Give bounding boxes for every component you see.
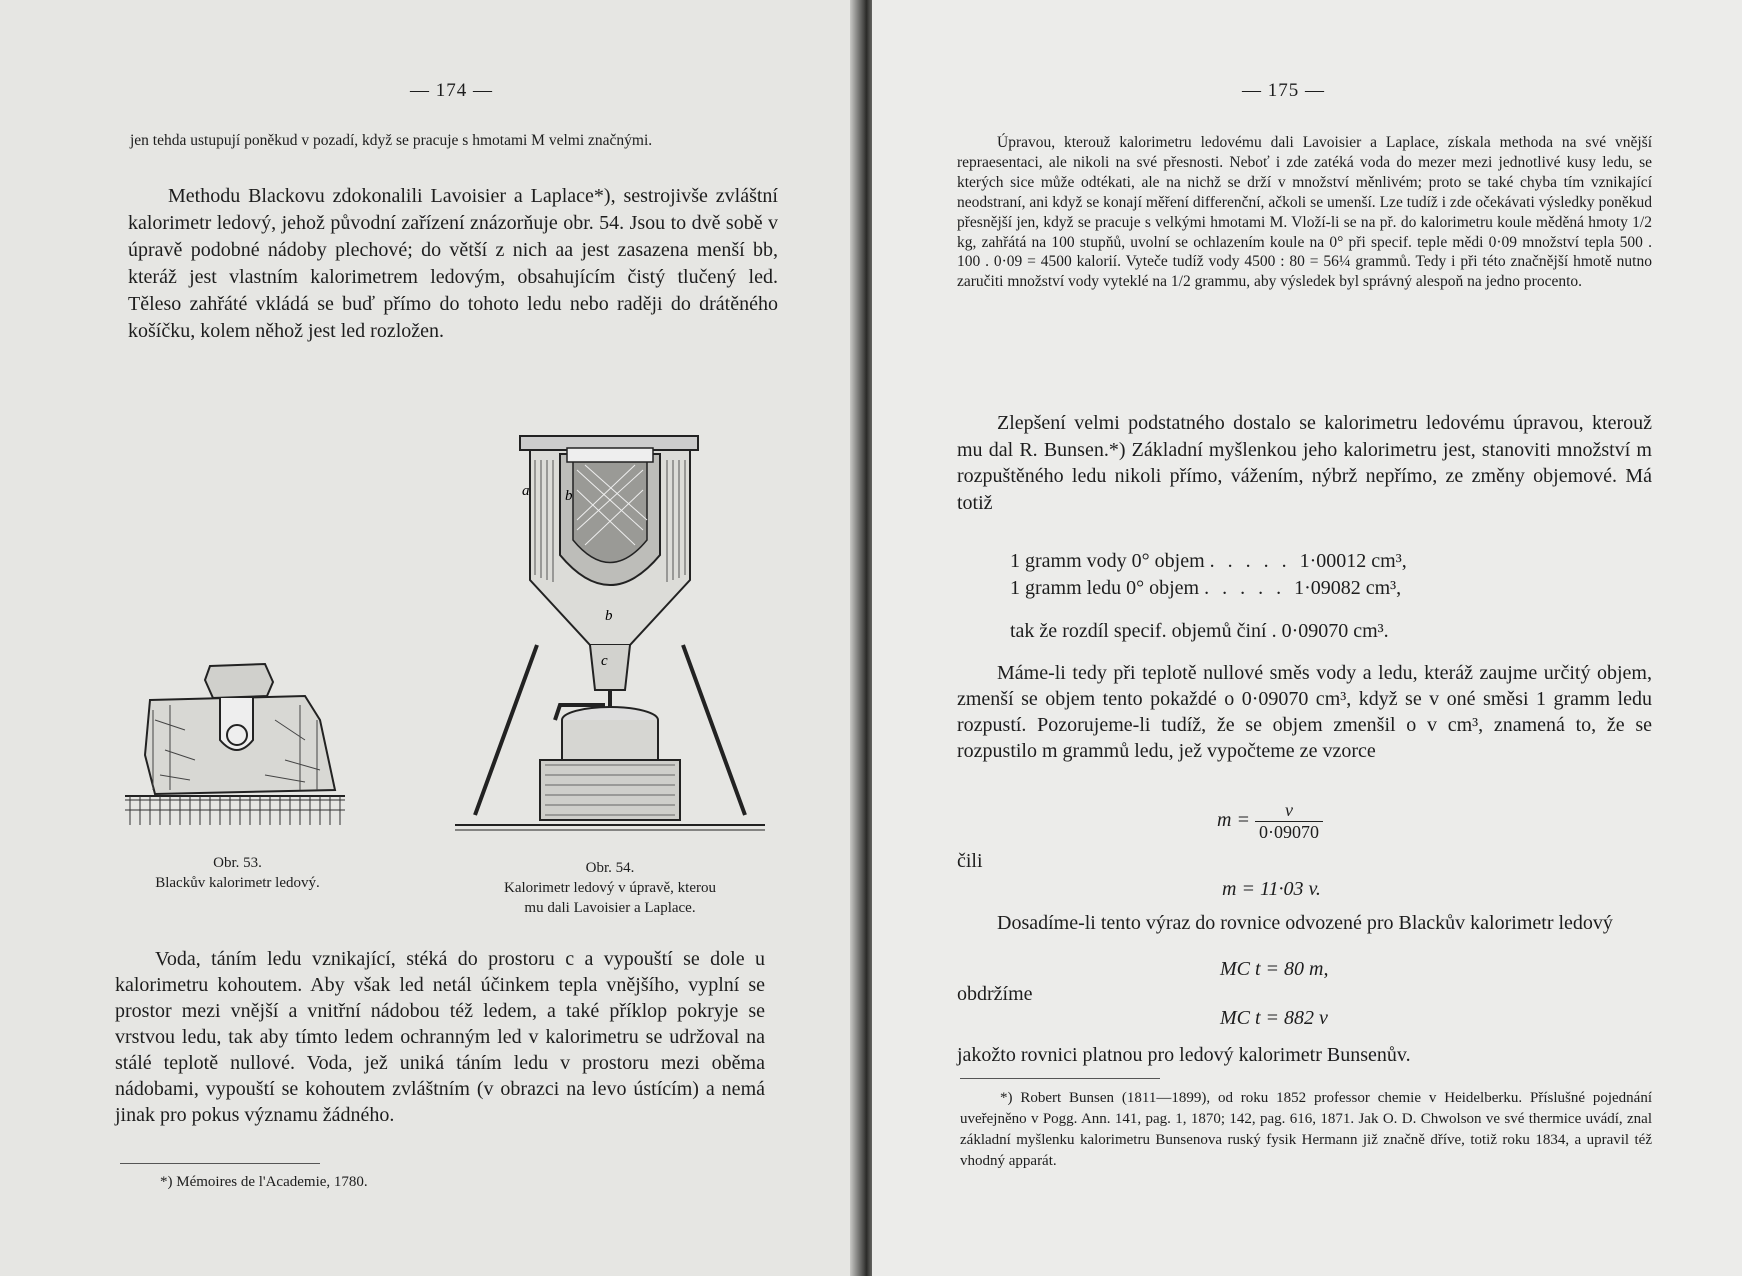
equation-fraction bbox=[1255, 800, 1323, 843]
figure-54-caption-line2: mu dali Lavoisier a Laplace. bbox=[524, 900, 696, 916]
equation-numerator: v bbox=[1255, 800, 1323, 822]
volume-row-water: 1 gramm vody 0° objem . . . . . 1·00012 cm³, bbox=[1010, 550, 1407, 572]
figure-53-label: Obr. 53. bbox=[213, 855, 262, 871]
equation-mct-80m: MC t = 80 m, bbox=[1220, 958, 1329, 980]
equation-mct-882v: MC t = 882 v bbox=[1220, 1007, 1328, 1029]
equation-m-value: m = 11·03 v. bbox=[1222, 878, 1321, 900]
footnote-rule-right bbox=[960, 1078, 1160, 1079]
equation-m-lhs: m = bbox=[1217, 809, 1250, 832]
obdrzime-word: obdržíme bbox=[957, 983, 1033, 1005]
mixture-paragraph: Máme-li tedy při teplotě nullové směs vody a ledu, kteráž zaujme určitý objem, zmenší se objem tento pokaždé o 0·09070 cm³, když se v oné směsi 1 gramm ledu rozpustí. Pozorujeme-li tudíž, že se objem zmenšil o v cm³, znamená to, že se rozpustilo m grammů ledu, jež vypočteme ze vzorce bbox=[957, 662, 1652, 762]
figure-54-letter-b: b bbox=[565, 488, 573, 504]
lavoisier-paragraph: Methodu Blackovu zdokonalili Lavoisier a Laplace*), sestrojivše zvláštní kalorimetr ledový, jehož původní zařízení znázorňuje obr. 54. Jsou to dvě sobě v úpravě podobné nádoby plechové; do větší z nich aa jest zasazena menší bb, kteráž jest vlastním kalorimetrem ledovým, obsahujícím čistý tlučený led. Těleso zahřáté vkládá se buď přímo do tohoto ledu nebo raději do drátěného košíčku, kolem něhož jest led rozložen. bbox=[128, 185, 778, 342]
precision-paragraph: Úpravou, kterouž kalorimetru ledovému dali Lavoisier a Laplace, získala methoda na své vnější repraesentaci, ale nikoli na své přesnosti. Neboť i zde zatéká voda do mezer mezi jednotlivé kusy ledu, se kterých sice může odtékati, ale na nichž se drží v množství měnlivém; proto se také chyba tím vznikající neodstraní, ani když se konají měření differenční, ačkoli se umenší. Lze tudíž i zde očekávati výsledky poněkud přesnější jen, když se pracuje s velkými hmotami M. Vloží-li se na př. do kalorimetru koule měděná hmoty 1/2 kg, zahřátá na 100 stupňů, uvolní se ochlazením koule na 0° při specif. teple mědi 0·09 množství tepla 500 . 100 . 0·09 = 4500 kalorií. Vyteče tudíž vody 4500 : 80 = 56¼ grammů. Tedy i při této značnější hmotě nutno zaručiti množství vody vyteklé na 1/2 grammu, aby výsledek byl správný alespoň na jedno procento. bbox=[957, 134, 1652, 291]
bunsen-paragraph: Zlepšení velmi podstatného dostalo se kalorimetru ledovému úpravou, kterouž mu dal R. Bunsen.*) Základní myšlenkou jeho kalorimetru jest, stanoviti množství m rozpuštěného ledu nikoli přímo, vážením, nýbrž nepřímo, ze změny objemové. Má totiž bbox=[957, 412, 1652, 514]
volume-row-ice-value: 1·09082 cm³, bbox=[1294, 577, 1402, 599]
figure-54-letter-a: a bbox=[522, 483, 530, 499]
figure-54-caption-line1: Kalorimetr ledový v úpravě, kterou bbox=[503, 880, 716, 896]
figure-53-black-calorimeter bbox=[125, 660, 345, 830]
water-drain-paragraph: Voda, táním ledu vznikající, stéká do prostoru c a vypouští se dole u kalorimetru kohoutem. Aby však led netál účinkem tepla vnějšího, vyplní se prostor mezi vnější a vnitřní nádobou též ledem, a také příklop pokryje se vrstvou ledu, tak aby tímto ledem ochranným led v kalorimetru se udržoval na stálé teplotě nullové. Voda, jež uniká táním ledu v prostoru mezi oběma nádobami, vypouští se kohoutem zvláštním (v obrazci na levo ústícím) a nemá jinak pro pokus významu žádného. bbox=[115, 948, 765, 1126]
footnote-rule bbox=[120, 1163, 320, 1164]
equation-denominator: 0·09070 bbox=[1258, 822, 1319, 842]
volume-row-water-label: 1 gramm vody 0° objem bbox=[1010, 550, 1205, 572]
volume-row-ice-label: 1 gramm ledu 0° objem bbox=[1010, 577, 1200, 599]
footnote-right: *) Robert Bunsen (1811—1899), od roku 1852 professor chemie v Heidelberku. Příslušné pojednání uveřejněno v Pogg. Ann. 141, pag. 1, 1870; 142, pag. 616, 1871. Jak O. D. Chwolson ve své thermice uvádí, znal základní myšlenku kalorimetru Bunsenova ruský fysik Hermann již značně dříve, totiž roku 1834, a upravil též vhodný apparát. bbox=[960, 1090, 1652, 1169]
volume-row-water-value: 1·00012 cm³, bbox=[1299, 550, 1407, 572]
figure-53-caption: Blackův kalorimetr ledový. bbox=[155, 875, 320, 891]
page-number-174: — 174 — bbox=[410, 80, 493, 101]
conclusion-paragraph: jakožto rovnici platnou pro ledový kalorimetr Bunsenův. bbox=[957, 1044, 1411, 1066]
intro-paragraph: jen tehda ustupují poněkud v pozadí, když se pracuje s hmotami M velmi značnými. bbox=[130, 132, 653, 149]
figure-54-letter-c: c bbox=[601, 653, 608, 669]
volume-row-ice: 1 gramm ledu 0° objem . . . . . 1·09082 cm³, bbox=[1010, 577, 1402, 599]
page-number-175: — 175 — bbox=[1242, 80, 1325, 101]
figure-54-letter-b-lower: b bbox=[605, 608, 613, 624]
equation-m-fraction bbox=[1217, 800, 1323, 843]
figure-54-lavoisier-calorimeter bbox=[455, 420, 765, 840]
left-page bbox=[0, 0, 862, 1276]
figure-54-label: Obr. 54. bbox=[585, 860, 635, 876]
substitution-paragraph: Dosadíme-li tento výraz do rovnice odvozené pro Blackův kalorimetr ledový bbox=[997, 912, 1613, 934]
volume-difference-line: tak že rozdíl specif. objemů činí . 0·09070 cm³. bbox=[1010, 620, 1389, 642]
right-page bbox=[872, 0, 1742, 1276]
footnote-left: *) Mémoires de l'Academie, 1780. bbox=[160, 1174, 368, 1190]
cili-word: čili bbox=[957, 850, 983, 872]
